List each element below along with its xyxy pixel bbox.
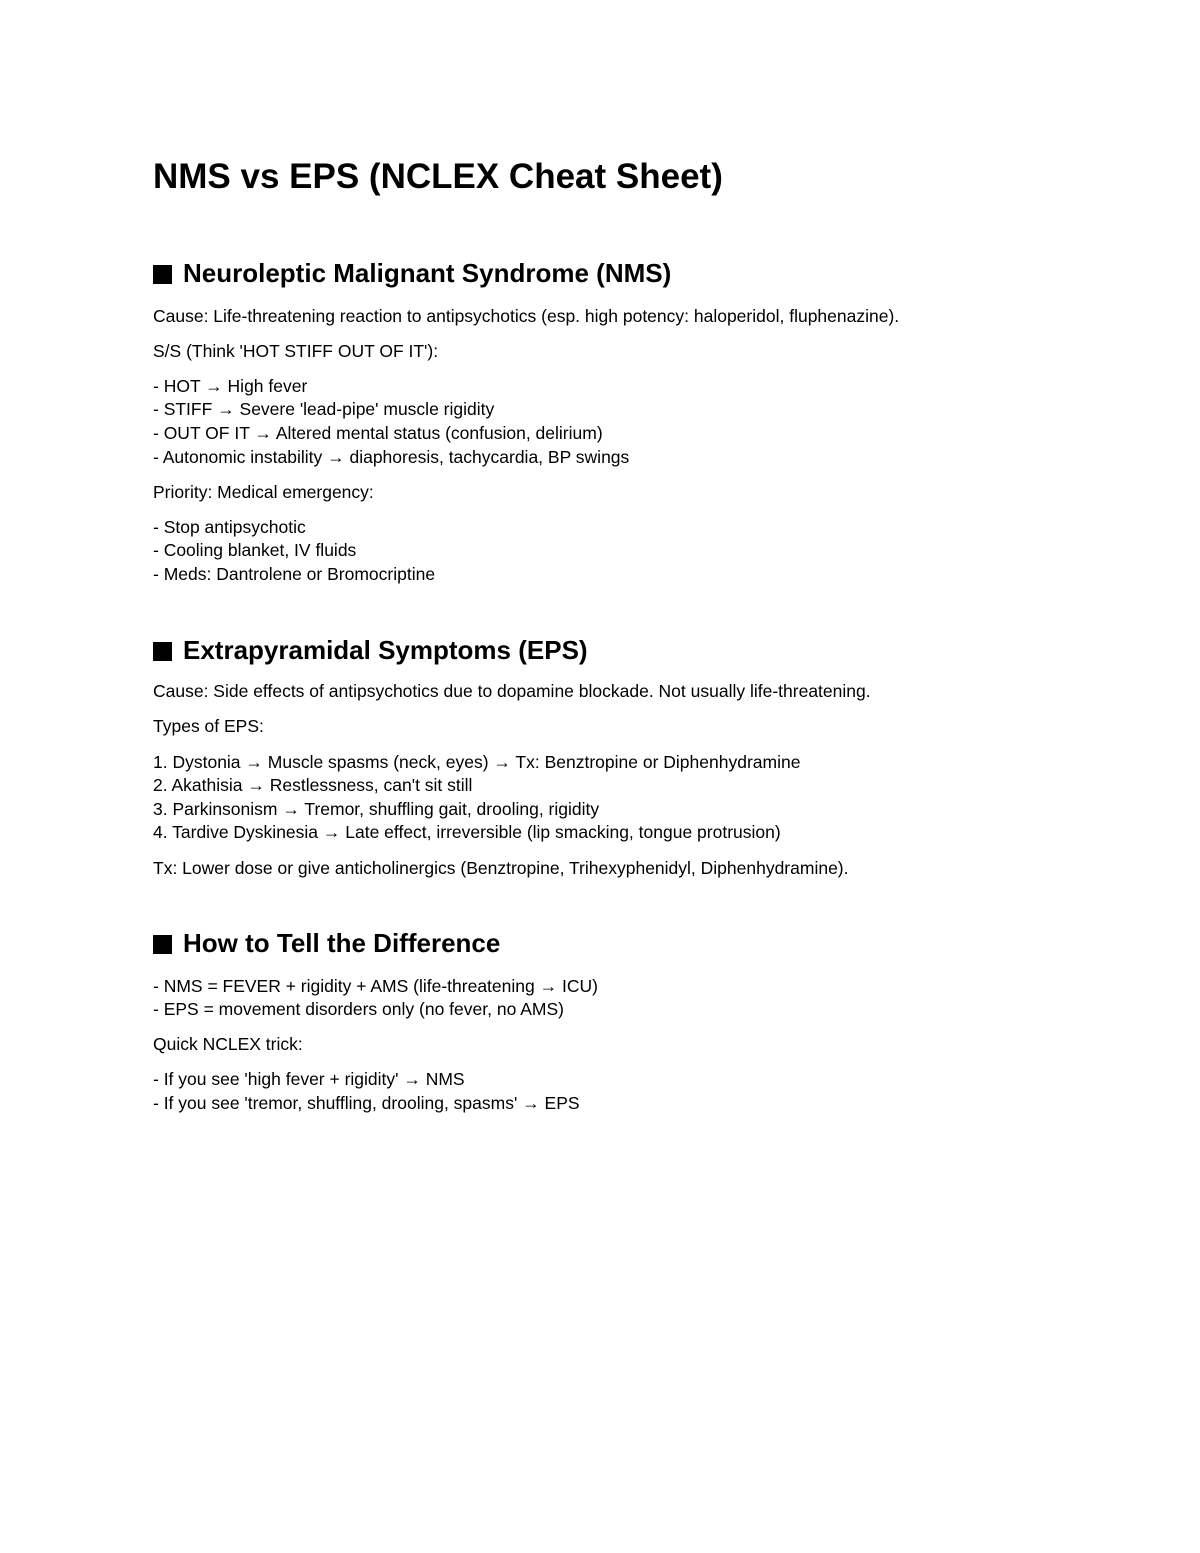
black-square-icon <box>153 935 172 954</box>
nms-ss-item: - HOT → High fever <box>153 376 308 396</box>
section-heading-eps <box>153 633 588 667</box>
nms-ss-item: - OUT OF IT → Altered mental status (confusion, delirium) <box>153 423 603 443</box>
page-title: NMS vs EPS (NCLEX Cheat Sheet) <box>153 157 723 196</box>
nms-ss-intro: S/S (Think 'HOT STIFF OUT OF IT'): <box>153 341 439 361</box>
section-heading-text: Extrapyramidal Symptoms (EPS) <box>183 635 588 665</box>
nms-ss-item: - Autonomic instability → diaphoresis, tachycardia, BP swings <box>153 447 630 467</box>
compare-item: - NMS = FEVER + rigidity + AMS (life-threatening → ICU) <box>153 976 598 996</box>
compare-item: - EPS = movement disorders only (no fever, no AMS) <box>153 999 564 1019</box>
black-square-icon <box>153 265 172 284</box>
nms-cause: Cause: Life-threatening reaction to antipsychotics (esp. high potency: haloperidol, fluphenazine). <box>153 306 900 326</box>
eps-type-item: 3. Parkinsonism → Tremor, shuffling gait, drooling, rigidity <box>153 799 600 819</box>
eps-type-item: 4. Tardive Dyskinesia → Late effect, irreversible (lip smacking, tongue protrusion) <box>153 822 781 842</box>
eps-treatment: Tx: Lower dose or give anticholinergics (Benztropine, Trihexyphenidyl, Diphenhydramine). <box>153 858 849 878</box>
black-square-icon <box>153 642 172 661</box>
section-heading-text: Neuroleptic Malignant Syndrome (NMS) <box>183 258 672 288</box>
trick-item: - If you see 'high fever + rigidity' → NMS <box>153 1069 465 1089</box>
section-heading-text: How to Tell the Difference <box>183 928 501 958</box>
section-heading-difference <box>153 926 500 960</box>
nms-priority-item: - Cooling blanket, IV fluids <box>153 540 357 560</box>
nms-priority-item: - Meds: Dantrolene or Bromocriptine <box>153 564 436 584</box>
nms-ss-item: - STIFF → Severe 'lead-pipe' muscle rigidity <box>153 399 495 419</box>
eps-type-item: 2. Akathisia → Restlessness, can't sit still <box>153 775 473 795</box>
section-heading-nms <box>153 256 671 290</box>
eps-cause: Cause: Side effects of antipsychotics due to dopamine blockade. Not usually life-threatening. <box>153 681 871 701</box>
nms-priority-item: - Stop antipsychotic <box>153 517 306 537</box>
eps-types-intro: Types of EPS: <box>153 716 264 736</box>
eps-type-item: 1. Dystonia → Muscle spasms (neck, eyes) → Tx: Benztropine or Diphenhydramine <box>153 752 801 772</box>
nms-priority-intro: Priority: Medical emergency: <box>153 482 374 502</box>
trick-item: - If you see 'tremor, shuffling, drooling, spasms' → EPS <box>153 1093 580 1113</box>
trick-intro: Quick NCLEX trick: <box>153 1034 303 1054</box>
